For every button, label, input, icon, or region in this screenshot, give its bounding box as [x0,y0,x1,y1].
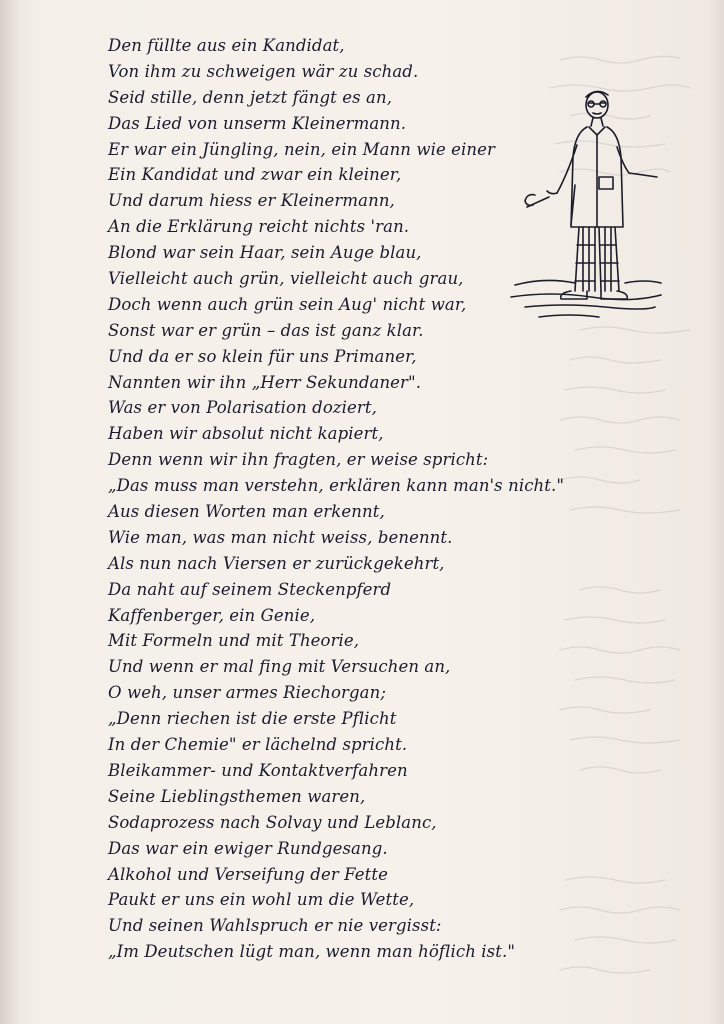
poem-line: „Im Deutschen lügt man, wenn man höflich ist." [108,942,516,962]
poem-line: O weh, unser armes Riechorgan; [108,683,386,703]
poem-line: Aus diesen Worten man erkennt, [108,502,385,522]
poem-line: Ein Kandidat und zwar ein kleiner, [108,165,402,185]
poem-line: Und wenn er mal fing mit Versuchen an, [108,657,451,677]
poem-line: Und darum hiess er Kleinermann, [108,191,395,211]
poem-line: Alkohol und Verseifung der Fette [108,864,388,884]
page-right-edge [710,0,724,1024]
poem-line: „Das muss man verstehn, erklären kann man's nicht." [108,476,565,496]
poem-line: Denn wenn wir ihn fragten, er weise spricht: [108,450,489,470]
poem-line: In der Chemie" er lächelnd spricht. [108,735,408,755]
poem-line: Sodaprozess nach Solvay und Leblanc, [108,812,437,832]
poem-line: Seid stille, denn jetzt fängt es an, [108,87,393,107]
poem-line: Nannten wir ihn „Herr Sekundaner". [108,372,422,392]
poem-line: Wie man, was man nicht weiss, benennt. [108,527,453,547]
poem-line: Und da er so klein für uns Primaner, [108,346,417,366]
poem-line: Da naht auf seinem Steckenpferd [108,579,392,599]
poem-line: Und seinen Wahlspruch er nie vergisst: [108,916,442,936]
poem-line: Was er von Polarisation doziert, [108,398,377,418]
poem-line: Kaffenberger, ein Genie, [108,605,316,625]
poem-line: Das war ein ewiger Rundgesang. [108,838,388,858]
poem-line: Doch wenn auch grün sein Aug' nicht war, [108,294,467,314]
poem-line: Er war ein Jüngling, nein, ein Mann wie einer [108,139,496,159]
poem-line: Bleikammer- und Kontaktverfahren [108,760,408,780]
poem-line: Das Lied von unserm Kleinermann. [108,113,407,133]
poem-line: An die Erklärung reicht nichts 'ran. [108,217,410,237]
poem-line: Mit Formeln und mit Theorie, [108,631,360,651]
poem-line: „Denn riechen ist die erste Pflicht [108,709,397,729]
poem-line: Von ihm zu schweigen wär zu schad. [108,61,419,81]
poem-line: Vielleicht auch grün, vielleicht auch grau, [108,269,464,289]
poem-line: Paukt er uns ein wohl um die Wette, [108,890,415,910]
poem-line: Sonst war er grün – das ist ganz klar. [108,320,424,340]
man-with-cane-sketch-icon [505,85,665,325]
page-gutter [0,0,18,1024]
poem-line: Als nun nach Viersen er zurückgekehrt, [108,553,445,573]
poem-line: Den füllte aus ein Kandidat, [108,36,345,55]
poem-line: Seine Lieblingsthemen waren, [108,786,366,806]
poem-line: Blond war sein Haar, sein Auge blau, [108,243,422,263]
poem-line: Haben wir absolut nicht kapiert, [108,424,384,444]
